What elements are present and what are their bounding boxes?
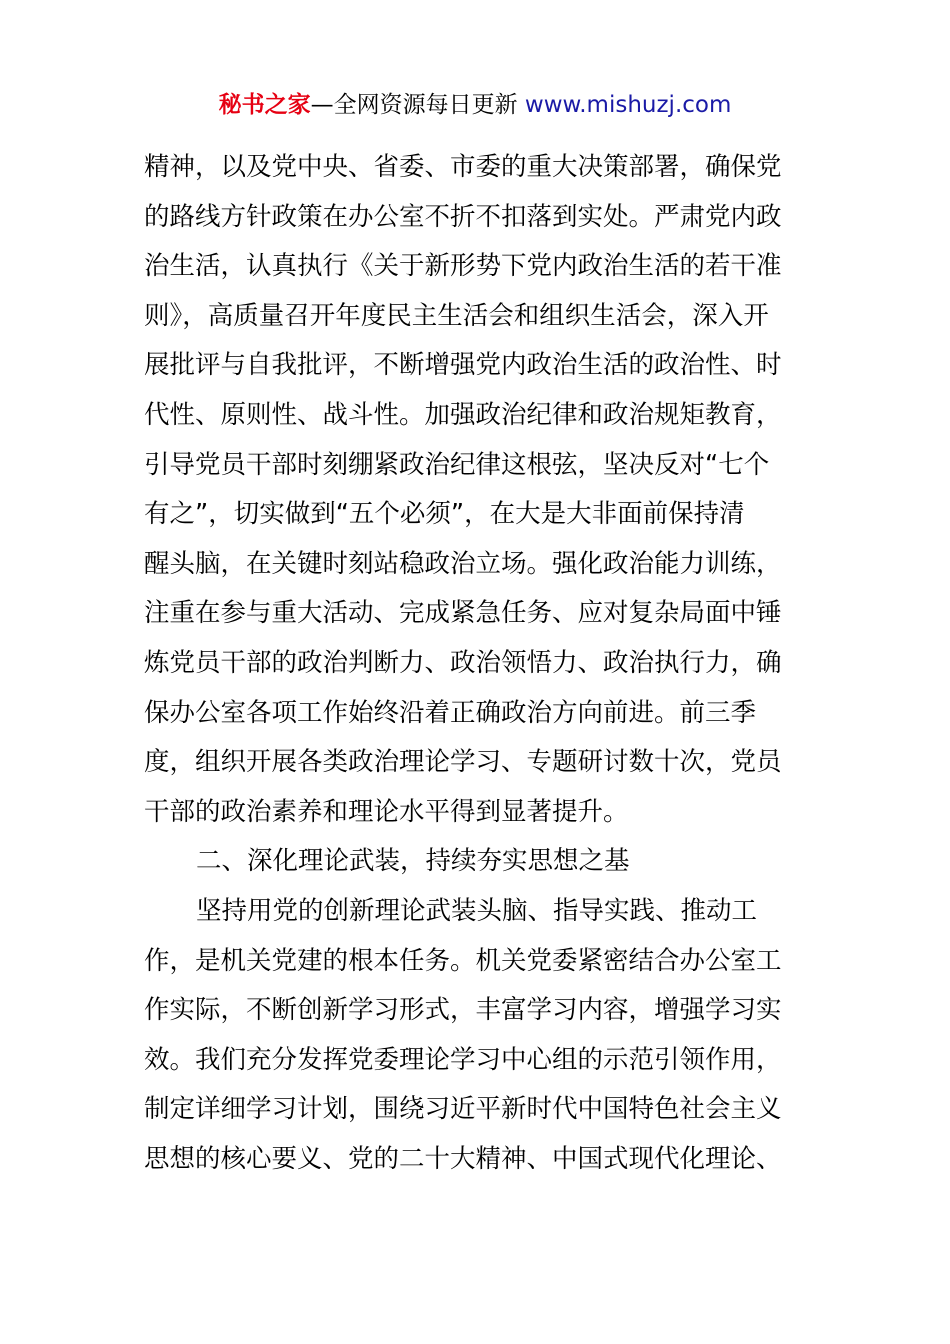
- body-line: 引导党员干部时刻绷紧政治纪律这根弦，坚决反对“七个: [144, 449, 770, 480]
- brand-name: 秘书之家: [218, 92, 311, 118]
- document-body: [144, 143, 814, 1184]
- body-line: 精神，以及党中央、省委、市委的重大决策部署，确保党: [144, 152, 782, 182]
- body-line: 代性、原则性、战斗性。加强政治纪律和政治规矩教育，: [144, 399, 782, 430]
- section-line: 思想的核心要义、党的二十大精神、中国式现代化理论、: [144, 1143, 782, 1174]
- body-line: 炼党员干部的政治判断力、政治领悟力、政治执行力，确: [144, 647, 782, 678]
- body-line: 注重在参与重大活动、完成紧急任务、应对复杂局面中锤: [144, 598, 782, 629]
- body-line: 保办公室各项工作始终沿着正确政治方向前进。前三季: [144, 697, 757, 728]
- section-heading: 二、深化理论武装，持续夯实思想之基: [196, 846, 630, 877]
- body-line: 治生活，认真执行《关于新形势下党内政治生活的若干准: [144, 251, 782, 282]
- body-line: 有之”，切实做到“五个必须”，在大是大非面前保持清: [144, 499, 745, 530]
- header-tagline: —全网资源每日更新: [310, 92, 518, 118]
- body-line: 度，组织开展各类政治理论学习、专题研讨数十次，党员: [144, 747, 782, 778]
- section-line: 作实际，不断创新学习形式，丰富学习内容，增强学习实: [144, 995, 782, 1026]
- body-line: 干部的政治素养和理论水平得到显著提升。: [144, 796, 629, 827]
- section-line: 制定详细学习计划，围绕习近平新时代中国特色社会主义: [144, 1094, 782, 1125]
- body-line: 醒头脑，在关键时刻站稳政治立场。强化政治能力训练，: [144, 548, 782, 579]
- document-header: [0, 88, 950, 122]
- section-line: 效。我们充分发挥党委理论学习中心组的示范引领作用，: [144, 1044, 782, 1075]
- section-line: 坚持用党的创新理论武装头脑、指导实践、推动工: [196, 895, 758, 926]
- section-line: 作，是机关党建的根本任务。机关党委紧密结合办公室工: [144, 945, 782, 976]
- body-line: 则》，高质量召开年度民主生活会和组织生活会，深入开: [144, 300, 769, 331]
- body-line: 的路线方针政策在办公室不折不扣落到实处。严肃党内政: [144, 201, 782, 232]
- body-line: 展批评与自我批评，不断增强党内政治生活的政治性、时: [144, 350, 782, 381]
- website-link[interactable]: www.mishuzj.com: [524, 92, 732, 118]
